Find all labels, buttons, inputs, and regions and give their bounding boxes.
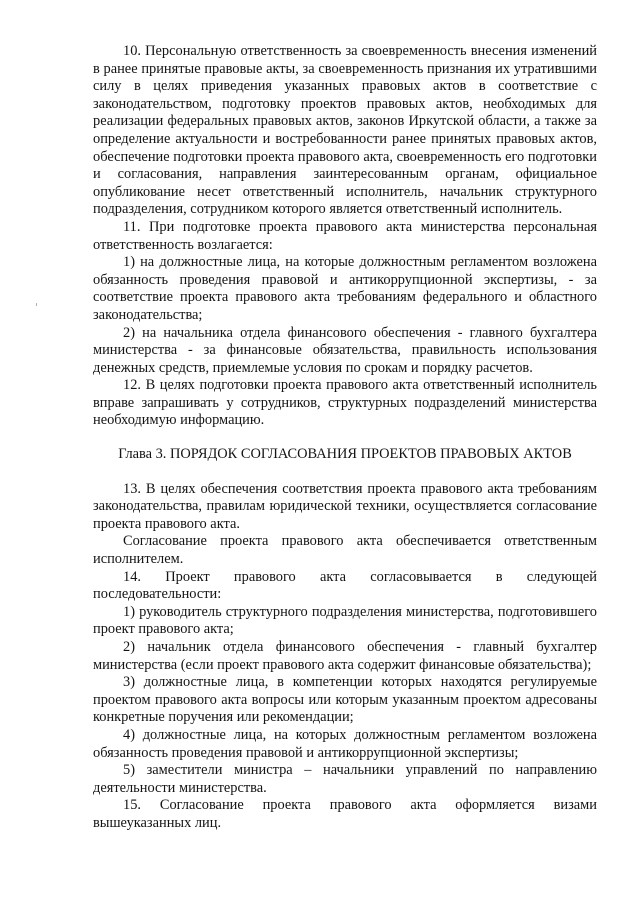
document-page [93, 43, 597, 833]
margin-mark [36, 303, 37, 306]
paragraph-14-item-2: 2) начальник отдела финансового обеспечения - главный бухгалтер министерства (если проект правового акта содержит финансовые обязательства); [93, 639, 597, 673]
paragraph-14-item-4: 4) должностные лица, на которых должностным регламентом возложена обязанность проведения правовой и антикоррупционной экспертизы; [93, 726, 597, 761]
chapter-3-heading: Глава 3. ПОРЯДОК СОГЛАСОВАНИЯ ПРОЕКТОВ ПРАВОВЫХ АКТОВ [118, 446, 572, 463]
paragraph-10: 10. Персональную ответственность за своевременность внесения изменений в ранее принятые правовые акты, за своевременность признания их утратившими силу в целях приведения указанных правовых актов в соответствие с законодательством, подготовку проектов правовых актов, необходимых для реализации федеральных правовых актов, законов Иркутской области, а также за определение актуальности и востребованности ранее принятых правовых актов, обеспечение подготовки проекта правового акта, своевременность его подготовки и согласования, направления заинтересованным органам, официальное опубликование несет ответственный исполнитель, начальник структурного подразделения, сотрудником которого является ответственный исполнитель. [93, 43, 597, 218]
paragraph-14-item-5: 5) заместители министра – начальники управлений по направлению деятельности министерства. [93, 762, 597, 796]
paragraph-14: 14. Проект правового акта согласовывается в следующей последовательности: [93, 568, 597, 603]
paragraph-14-item-1: 1) руководитель структурного подразделения министерства, подготовившего проект правового акта; [93, 603, 597, 638]
paragraph-11-item-1: 1) на должностные лица, на которые должностным регламентом возложена обязанность проведения правовой и антикоррупционной экспертизы, - за соответствие проекта правового акта требованиям федерального и областного законодательства; [93, 254, 597, 323]
paragraph-11: 11. При подготовке проекта правового акта министерства персональная ответственность возлагается: [93, 218, 597, 253]
paragraph-13: 13. В целях обеспечения соответствия проекта правового акта требованиям законодательства, правилам юридической техники, осуществляется согласование проекта правового акта. [93, 480, 597, 532]
paragraph-15: 15. Согласование проекта правового акта оформляется визами вышеуказанных лиц. [93, 797, 597, 831]
paragraph-13-note: Согласование проекта правового акта обеспечивается ответственным исполнителем. [93, 533, 597, 568]
paragraph-11-item-2: 2) на начальника отдела финансового обеспечения - главного бухгалтера министерства - за финансовые обязательства, правильность использования денежных средств, приемлемые условия по срокам и порядку расчетов. [93, 324, 597, 376]
paragraph-14-item-3: 3) должностные лица, в компетенции которых находятся регулируемые проектом правового акта вопросы или которым указанным проектом адресованы конкретные поручения или рекомендации; [93, 674, 597, 726]
paragraph-12: 12. В целях подготовки проекта правового акта ответственный исполнитель вправе запрашивать у сотрудников, структурных подразделений министерства необходимую информацию. [93, 377, 597, 429]
